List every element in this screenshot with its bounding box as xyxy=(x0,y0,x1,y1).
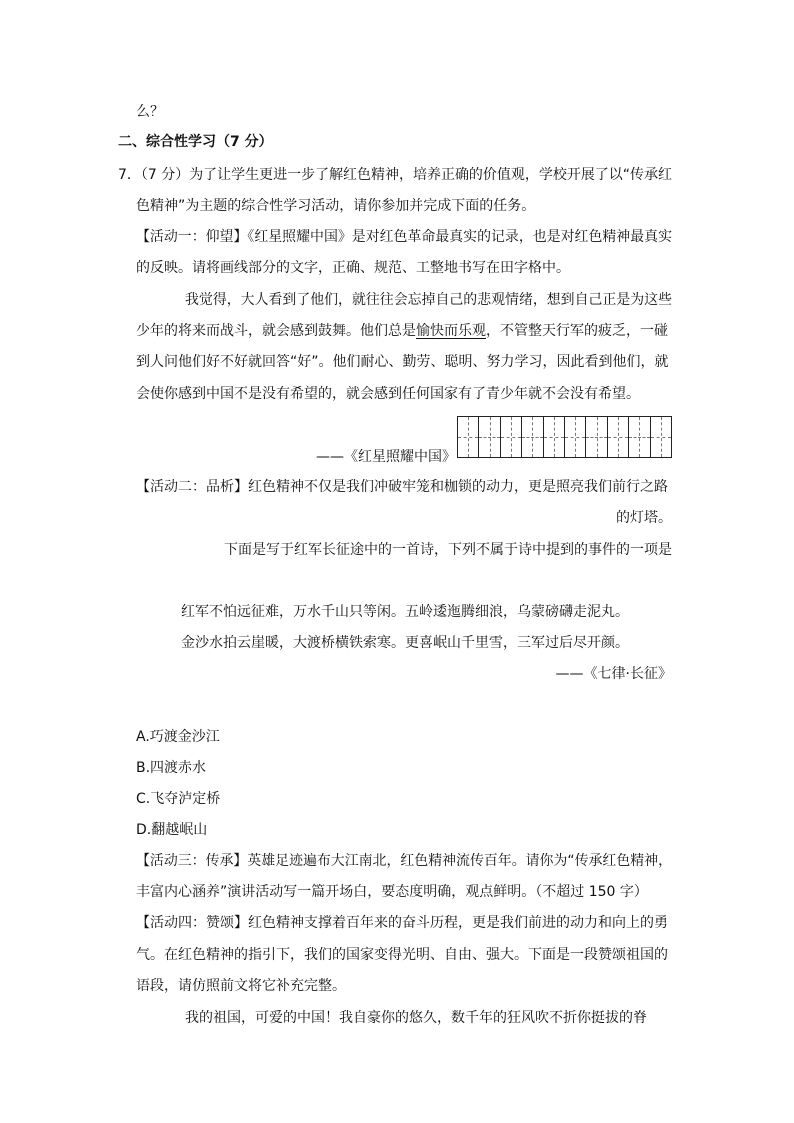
tianzige-cell[interactable] xyxy=(522,417,543,457)
option-a[interactable]: A.巧渡金沙江 xyxy=(136,729,220,745)
option-d[interactable]: D.翻越岷山 xyxy=(136,822,208,838)
underlined-phrase: 愉快而乐观 xyxy=(416,323,486,339)
tianzige-cell[interactable] xyxy=(458,417,479,457)
tianzige-cell[interactable] xyxy=(479,417,500,457)
tianzige-cell[interactable] xyxy=(501,417,522,457)
passage-source: ——《红星照耀中国》 xyxy=(316,449,456,465)
activity-3-line-2: 丰富内心涵养”演讲活动写一篇开场白，要态度明确，观点鲜明。（不超过 150 字） xyxy=(136,884,648,900)
activity-2-line-1: 【活动二：品析】红色精神不仅是我们冲破牢笼和枷锁的动力，更是照亮我们前行之路 xyxy=(136,479,668,495)
poem-line-1: 红军不怕远征难，万水千山只等闲。五岭逶迤腾细浪，乌蒙磅礴走泥丸。 xyxy=(181,604,629,620)
tianzige-writing-grid[interactable] xyxy=(457,416,672,458)
previous-question-tail: 么？ xyxy=(136,104,164,120)
question-7-line-2: 色精神”为主题的综合性学习活动，请你参加并完成下面的任务。 xyxy=(136,198,536,214)
activity-4-line-3: 语段，请仿照前文将它补充完整。 xyxy=(136,978,346,994)
poem-source: ——《七律·长征》 xyxy=(555,666,672,682)
passage-line-1: 我觉得，大人看到了他们，就往往会忘掉自己的悲观情绪，想到自己正是为这些 xyxy=(185,292,672,308)
option-c[interactable]: C.飞夺泸定桥 xyxy=(136,791,221,807)
passage-line-2 xyxy=(136,321,668,341)
tianzige-cell[interactable] xyxy=(651,417,671,457)
passage-line-2-after: ，不管整天行军的疲乏，一碰 xyxy=(486,323,668,339)
activity-3-line-1: 【活动三：传承】英雄足迹遍布大江南北，红色精神流传百年。请你为“传承红色精神， xyxy=(136,853,672,869)
tianzige-cell[interactable] xyxy=(544,417,565,457)
section-title: 二、综合性学习（7 分） xyxy=(118,134,273,150)
tianzige-cell[interactable] xyxy=(629,417,650,457)
activity-4-line-4: 我的祖国，可爱的中国！我自豪你的悠久，数千年的狂风吹不折你挺拔的脊 xyxy=(185,1010,647,1026)
activity-4-line-2: 气。在红色精神的指引下，我们的国家变得光明、自由、强大。下面是一段赞颂祖国的 xyxy=(136,947,668,963)
poem-line-2: 金沙水拍云崖暖，大渡桥横铁索寒。更喜岷山千里雪，三军过后尽开颜。 xyxy=(181,635,629,651)
activity-2-line-2: 的灯塔。 xyxy=(616,510,672,526)
activity-2-prompt: 下面是写于红军长征途中的一首诗，下列不属于诗中提到的事件的一项是 xyxy=(224,542,672,558)
passage-line-2-before: 少年的将来而战斗，就会感到鼓舞。他们总是 xyxy=(136,323,416,339)
activity-4-line-1: 【活动四：赞颂】红色精神支撑着百年来的奋斗历程，更是我们前进的动力和向上的勇 xyxy=(136,915,668,931)
tianzige-cell[interactable] xyxy=(565,417,586,457)
option-b[interactable]: B.四渡赤水 xyxy=(136,760,207,776)
tianzige-cell[interactable] xyxy=(586,417,607,457)
tianzige-cell[interactable] xyxy=(608,417,629,457)
activity-1-line-2: 的反映。请将画线部分的文字，正确、规范、工整地书写在田字格中。 xyxy=(136,260,570,276)
passage-line-3: 到人问他们好不好就回答“好”。他们耐心、勤劳、聪明、努力学习，因此看到他们，就 xyxy=(136,354,669,370)
activity-1-line-1: 【活动一：仰望】《红星照耀中国》是对红色革命最真实的记录，也是对红色精神最真实 xyxy=(136,229,672,245)
question-7-line-1: 7．（7 分）为了让学生更进一步了解红色精神，培养正确的价值观，学校开展了以“传承红 xyxy=(118,167,672,183)
passage-line-4: 会使你感到中国不是没有希望的，就会感到任何国家有了青少年就不会没有希望。 xyxy=(136,386,640,402)
